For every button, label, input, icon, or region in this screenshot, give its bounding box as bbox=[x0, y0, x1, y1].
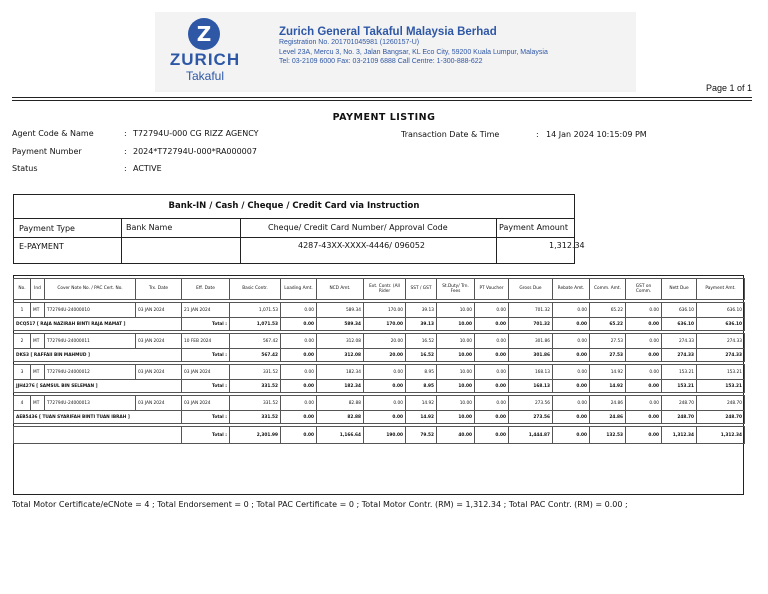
row-total-amount: 0.00 bbox=[553, 380, 590, 393]
row-total-amount: 312.08 bbox=[317, 349, 364, 362]
row-total-amount: 567.42 bbox=[230, 349, 281, 362]
row-total-amount: 0.00 bbox=[553, 411, 590, 424]
column-header: PT Voucher bbox=[475, 279, 509, 300]
payment-amount-value: 1,312.34 bbox=[549, 241, 585, 250]
amount-cell: 248.70 bbox=[697, 396, 745, 411]
amount-cell: 82.88 bbox=[317, 396, 364, 411]
amount-cell: 153.21 bbox=[697, 365, 745, 380]
amount-cell: 331.52 bbox=[230, 396, 281, 411]
card-number-value: 4287-43XX-XXXX-4446/ 096052 bbox=[298, 241, 426, 250]
payment-type-value: E-PAYMENT bbox=[19, 242, 64, 251]
transaction-date: 03 JAN 2024 bbox=[136, 396, 182, 411]
column-header: Cover Note No. / PAC Cert. No. bbox=[45, 279, 136, 300]
row-number: 4 bbox=[14, 396, 31, 411]
table-row-total bbox=[14, 411, 745, 424]
amount-cell: 301.86 bbox=[509, 334, 553, 349]
page-number: Page 1 of 1 bbox=[705, 83, 752, 93]
row-total-amount: 1,071.53 bbox=[230, 318, 281, 331]
header-bank-name: Bank Name bbox=[126, 223, 173, 232]
payment-listing-table bbox=[13, 278, 745, 444]
grand-total-amount: 40.00 bbox=[437, 427, 475, 444]
row-total-amount: 0.00 bbox=[364, 380, 406, 393]
row-indicator: MT bbox=[31, 334, 45, 349]
status-value: ACTIVE bbox=[133, 164, 162, 173]
row-number: 2 bbox=[14, 334, 31, 349]
row-total-amount: 39.13 bbox=[406, 318, 437, 331]
grand-total-amount: 132.53 bbox=[590, 427, 626, 444]
header-payment-amount: Payment Amount bbox=[499, 223, 569, 232]
amount-cell: 567.42 bbox=[230, 334, 281, 349]
grand-total-amount: 1,166.64 bbox=[317, 427, 364, 444]
grand-total-amount: 1,312.34 bbox=[697, 427, 745, 444]
amount-cell: 701.32 bbox=[509, 303, 553, 318]
grand-total-amount: 0.00 bbox=[281, 427, 317, 444]
column-header: Trx. Date bbox=[136, 279, 182, 300]
company-contact: Tel: 03-2109 6000 Fax: 03-2109 6888 Call Centre: 1-300-888-622 bbox=[279, 58, 483, 66]
amount-cell: 10.00 bbox=[437, 396, 475, 411]
row-total-amount: 0.00 bbox=[475, 318, 509, 331]
table-row-total bbox=[14, 349, 745, 362]
grand-total-amount: 1,312.34 bbox=[662, 427, 697, 444]
row-total-amount: 14.92 bbox=[406, 411, 437, 424]
column-header: Gross Due bbox=[509, 279, 553, 300]
row-indicator: MT bbox=[31, 365, 45, 380]
cover-note-number: T72794U-24000013 bbox=[45, 396, 136, 411]
agent-row: Agent Code & Name : T72794U-000 CG RIZZ AGENCY bbox=[12, 129, 259, 138]
amount-cell: 274.33 bbox=[697, 334, 745, 349]
amount-cell: 0.00 bbox=[364, 365, 406, 380]
payment-number-label: Payment Number bbox=[12, 147, 82, 156]
company-name: Zurich General Takaful Malaysia Berhad bbox=[279, 26, 497, 38]
grand-total-amount: 0.00 bbox=[475, 427, 509, 444]
amount-cell: 0.00 bbox=[475, 334, 509, 349]
amount-cell: 273.56 bbox=[509, 396, 553, 411]
amount-cell: 0.00 bbox=[475, 365, 509, 380]
transaction-label: Transaction Date & Time bbox=[401, 130, 500, 139]
column-header: Nett Due bbox=[662, 279, 697, 300]
zurich-logo bbox=[160, 18, 250, 84]
grand-total-row bbox=[14, 427, 745, 444]
company-address: Level 23A, Mercu 3, No. 3, Jalan Bangsar, KL Eco City, 59200 Kuala Lumpur, Malaysia bbox=[279, 48, 548, 56]
logo-wordmark: ZURICH bbox=[169, 50, 241, 69]
row-indicator: MT bbox=[31, 303, 45, 318]
divider bbox=[12, 100, 752, 101]
row-total-amount: 0.00 bbox=[553, 318, 590, 331]
column-header: Loading Amt. bbox=[281, 279, 317, 300]
blank-cell bbox=[14, 427, 182, 444]
table-row bbox=[14, 396, 745, 411]
row-total-amount: 0.00 bbox=[475, 349, 509, 362]
row-total-amount: 65.22 bbox=[590, 318, 626, 331]
row-total-amount: 170.00 bbox=[364, 318, 406, 331]
column-header: NCD Amt. bbox=[317, 279, 364, 300]
transaction-date: 03 JAN 2024 bbox=[136, 365, 182, 380]
amount-cell: 0.00 bbox=[281, 396, 317, 411]
table-row-total bbox=[14, 380, 745, 393]
amount-cell: 182.34 bbox=[317, 365, 364, 380]
amount-cell: 0.00 bbox=[626, 334, 662, 349]
row-total-label: Total : bbox=[182, 380, 230, 393]
cover-note-number: T72794U-24000011 bbox=[45, 334, 136, 349]
amount-cell: 8.95 bbox=[406, 365, 437, 380]
amount-cell: 0.00 bbox=[626, 365, 662, 380]
row-number: 3 bbox=[14, 365, 31, 380]
grand-total-label: Total : bbox=[182, 427, 230, 444]
row-total-amount: 16.52 bbox=[406, 349, 437, 362]
row-total-amount: 24.86 bbox=[590, 411, 626, 424]
column-header: SST / GST bbox=[406, 279, 437, 300]
row-total-amount: 0.00 bbox=[281, 349, 317, 362]
row-total-amount: 0.00 bbox=[281, 318, 317, 331]
amount-cell: 0.00 bbox=[553, 334, 590, 349]
cover-note-number: T72794U-24000012 bbox=[45, 365, 136, 380]
row-total-amount: 0.00 bbox=[626, 349, 662, 362]
grand-total-amount: 0.00 bbox=[553, 427, 590, 444]
payment-instruction-box bbox=[13, 194, 585, 264]
amount-cell: 636.10 bbox=[697, 303, 745, 318]
vehicle-insured-name: JJH4276 [ SAMSUL BIN SELEMAN ] bbox=[14, 380, 182, 393]
table-row bbox=[14, 365, 745, 380]
row-total-label: Total : bbox=[182, 349, 230, 362]
effective-date: 03 JAN 2024 bbox=[182, 365, 230, 380]
effective-date: 10 FEB 2024 bbox=[182, 334, 230, 349]
row-total-amount: 10.00 bbox=[437, 380, 475, 393]
document-title: PAYMENT LISTING bbox=[332, 112, 436, 123]
table-row bbox=[14, 334, 745, 349]
row-total-amount: 10.00 bbox=[437, 349, 475, 362]
amount-cell: 0.00 bbox=[626, 303, 662, 318]
payment-instruction-title: Bank-IN / Cash / Cheque / Credit Card via Instruction bbox=[168, 201, 420, 211]
transaction-value: 14 Jan 2024 10:15:09 PM bbox=[546, 130, 647, 139]
column-header: No. bbox=[14, 279, 31, 300]
amount-cell: 0.00 bbox=[553, 365, 590, 380]
company-registration: Registration No. 201701045981 (1260157-U) bbox=[279, 39, 420, 46]
row-total-amount: 153.21 bbox=[662, 380, 697, 393]
row-total-amount: 182.34 bbox=[317, 380, 364, 393]
company-details bbox=[279, 26, 629, 67]
column-header: GST on Comm. bbox=[626, 279, 662, 300]
row-total-amount: 8.95 bbox=[406, 380, 437, 393]
row-total-amount: 0.00 bbox=[281, 411, 317, 424]
row-total-amount: 82.88 bbox=[317, 411, 364, 424]
logo-emblem-icon: Z bbox=[188, 18, 220, 50]
amount-cell: 636.10 bbox=[662, 303, 697, 318]
row-total-amount: 273.56 bbox=[509, 411, 553, 424]
row-total-amount: 10.00 bbox=[437, 318, 475, 331]
header-payment-type: Payment Type bbox=[19, 224, 75, 233]
row-total-amount: 274.33 bbox=[697, 349, 745, 362]
vehicle-insured-name: DKS3 [ RAFFAII BIN MAHMUD ] bbox=[14, 349, 182, 362]
column-header: Ext. Contr. (All Rider bbox=[364, 279, 406, 300]
row-total-amount: 636.10 bbox=[697, 318, 745, 331]
row-total-label: Total : bbox=[182, 318, 230, 331]
row-total-amount: 331.52 bbox=[230, 411, 281, 424]
payment-number-row: Payment Number : 2024*T72794U-000*RA000007 bbox=[12, 147, 257, 156]
row-total-amount: 701.32 bbox=[509, 318, 553, 331]
amount-cell: 0.00 bbox=[281, 303, 317, 318]
logo-subtitle: Takaful bbox=[185, 69, 225, 83]
amount-cell: 0.00 bbox=[553, 396, 590, 411]
amount-cell: 14.92 bbox=[406, 396, 437, 411]
status-label: Status bbox=[12, 164, 38, 173]
row-total-amount: 636.10 bbox=[662, 318, 697, 331]
amount-cell: 39.13 bbox=[406, 303, 437, 318]
row-total-amount: 20.00 bbox=[364, 349, 406, 362]
row-total-amount: 27.53 bbox=[590, 349, 626, 362]
row-total-amount: 0.00 bbox=[626, 318, 662, 331]
row-total-amount: 0.00 bbox=[553, 349, 590, 362]
row-total-amount: 248.70 bbox=[697, 411, 745, 424]
header-card-number: Cheque/ Credit Card Number/ Approval Code bbox=[268, 223, 448, 232]
grand-total-amount: 2,301.99 bbox=[230, 427, 281, 444]
amount-cell: 153.21 bbox=[662, 365, 697, 380]
transaction-date: 03 JAN 2024 bbox=[136, 334, 182, 349]
row-indicator: MT bbox=[31, 396, 45, 411]
amount-cell: 0.00 bbox=[364, 396, 406, 411]
column-header: Rebate Amt. bbox=[553, 279, 590, 300]
amount-cell: 24.86 bbox=[590, 396, 626, 411]
amount-cell: 274.33 bbox=[662, 334, 697, 349]
effective-date: 21 JAN 2024 bbox=[182, 303, 230, 318]
cover-note-number: T72794U-24000010 bbox=[45, 303, 136, 318]
agent-label: Agent Code & Name bbox=[12, 129, 94, 138]
table-header-row bbox=[14, 279, 745, 300]
summary-line: Total Motor Certificate/eCNote = 4 ; Total Endorsement = 0 ; Total PAC Certificate = 0 ; Total Motor Contr. (RM) = 1,312.34 ; Total PAC Contr. (RM) = 0.00 ; bbox=[12, 500, 628, 509]
amount-cell: 20.00 bbox=[364, 334, 406, 349]
row-total-amount: 0.00 bbox=[281, 380, 317, 393]
amount-cell: 589.34 bbox=[317, 303, 364, 318]
row-total-amount: 0.00 bbox=[364, 411, 406, 424]
row-total-amount: 248.70 bbox=[662, 411, 697, 424]
column-header: St.Duty/ Trn. Fees bbox=[437, 279, 475, 300]
amount-cell: 0.00 bbox=[281, 365, 317, 380]
vehicle-insured-name: AEB5436 [ TUAN SYARIFAH BINTI TUAN IBRAH ] bbox=[14, 411, 182, 424]
row-total-label: Total : bbox=[182, 411, 230, 424]
amount-cell: 248.70 bbox=[662, 396, 697, 411]
vehicle-insured-name: DCQ517 [ RAJA NAZIRAH BINTI RAJA MAMAT ] bbox=[14, 318, 182, 331]
row-total-amount: 0.00 bbox=[626, 411, 662, 424]
amount-cell: 0.00 bbox=[553, 303, 590, 318]
row-total-amount: 0.00 bbox=[475, 411, 509, 424]
divider bbox=[12, 97, 752, 98]
amount-cell: 0.00 bbox=[626, 396, 662, 411]
row-total-amount: 589.34 bbox=[317, 318, 364, 331]
amount-cell: 312.08 bbox=[317, 334, 364, 349]
payment-number-value: 2024*T72794U-000*RA000007 bbox=[133, 147, 257, 156]
row-total-amount: 0.00 bbox=[626, 380, 662, 393]
row-total-amount: 153.21 bbox=[697, 380, 745, 393]
row-total-amount: 10.00 bbox=[437, 411, 475, 424]
agent-value: T72794U-000 CG RIZZ AGENCY bbox=[133, 129, 259, 138]
status-row: Status : ACTIVE bbox=[12, 164, 162, 173]
column-header: Payment Amt. bbox=[697, 279, 745, 300]
row-total-amount: 0.00 bbox=[475, 380, 509, 393]
row-total-amount: 274.33 bbox=[662, 349, 697, 362]
amount-cell: 331.52 bbox=[230, 365, 281, 380]
amount-cell: 10.00 bbox=[437, 303, 475, 318]
column-header: Comm. Amt. bbox=[590, 279, 626, 300]
amount-cell: 168.13 bbox=[509, 365, 553, 380]
amount-cell: 10.00 bbox=[437, 365, 475, 380]
column-header: Ind bbox=[31, 279, 45, 300]
effective-date: 03 JAN 2024 bbox=[182, 396, 230, 411]
row-total-amount: 331.52 bbox=[230, 380, 281, 393]
table-row bbox=[14, 303, 745, 318]
grand-total-amount: 1,444.87 bbox=[509, 427, 553, 444]
transaction-date: 03 JAN 2024 bbox=[136, 303, 182, 318]
amount-cell: 10.00 bbox=[437, 334, 475, 349]
amount-cell: 0.00 bbox=[475, 396, 509, 411]
amount-cell: 27.53 bbox=[590, 334, 626, 349]
row-total-amount: 168.13 bbox=[509, 380, 553, 393]
row-number: 1 bbox=[14, 303, 31, 318]
amount-cell: 1,071.53 bbox=[230, 303, 281, 318]
amount-cell: 65.22 bbox=[590, 303, 626, 318]
table-row-total bbox=[14, 318, 745, 331]
amount-cell: 0.00 bbox=[281, 334, 317, 349]
amount-cell: 16.52 bbox=[406, 334, 437, 349]
transaction-row: Transaction Date & Time : 14 Jan 2024 10:15:09 PM bbox=[401, 130, 647, 139]
amount-cell: 0.00 bbox=[475, 303, 509, 318]
column-header: Eff. Date bbox=[182, 279, 230, 300]
grand-total-amount: 190.00 bbox=[364, 427, 406, 444]
amount-cell: 170.00 bbox=[364, 303, 406, 318]
grand-total-amount: 79.52 bbox=[406, 427, 437, 444]
row-total-amount: 301.86 bbox=[509, 349, 553, 362]
amount-cell: 14.92 bbox=[590, 365, 626, 380]
grand-total-amount: 0.00 bbox=[626, 427, 662, 444]
column-header: Basic Contr. bbox=[230, 279, 281, 300]
row-total-amount: 14.92 bbox=[590, 380, 626, 393]
